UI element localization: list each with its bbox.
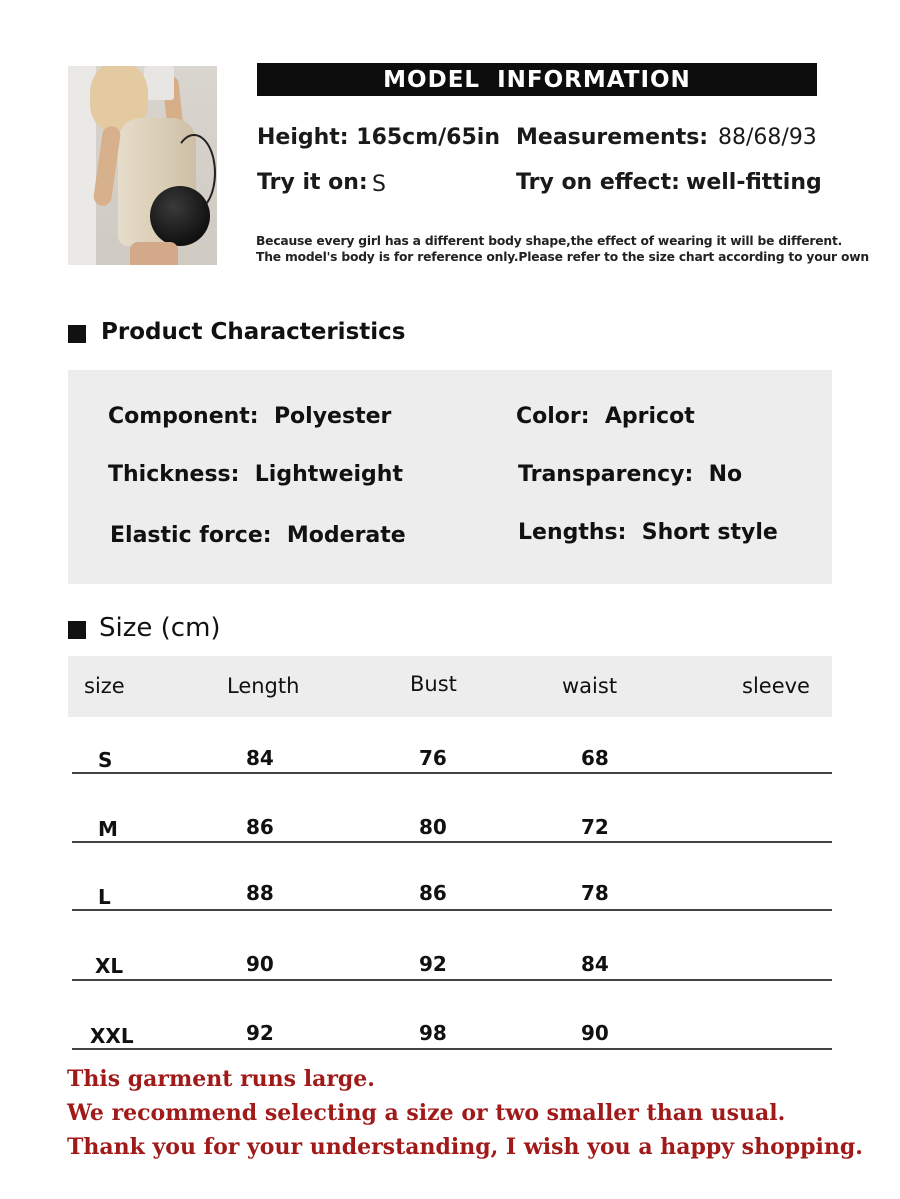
table-cell-waist: 72: [581, 815, 609, 839]
header-length: Length: [227, 674, 300, 698]
model-information-header: MODEL INFORMATION: [257, 63, 817, 96]
fit-note-line-1: Because every girl has a different body shape,the effect of wearing it will be different.: [256, 234, 843, 248]
table-cell-waist: 84: [581, 952, 609, 976]
notice-line-3: Thank you for your understanding, I wish you a happy shopping.: [67, 1134, 863, 1160]
table-cell-bust: 86: [419, 881, 447, 905]
notice-line-2: We recommend selecting a size or two smaller than usual.: [67, 1100, 786, 1126]
try-on-label: Try it on:: [257, 170, 368, 195]
table-cell-length: 86: [246, 815, 274, 839]
characteristic-component: Component: Polyester: [108, 404, 392, 429]
header-bust: Bust: [410, 672, 457, 696]
table-row-divider: [72, 841, 832, 843]
product-characteristics-title: Product Characteristics: [101, 319, 406, 345]
table-cell-size: L: [98, 885, 111, 909]
table-cell-bust: 80: [419, 815, 447, 839]
table-row-divider: [72, 979, 832, 981]
header-sleeve: sleeve: [742, 674, 810, 698]
header-waist: waist: [562, 674, 618, 698]
table-cell-waist: 90: [581, 1021, 609, 1045]
try-on-effect-label: Try on effect:: [516, 170, 680, 195]
model-height: Height: 165cm/65in: [257, 125, 500, 150]
table-cell-length: 88: [246, 881, 274, 905]
characteristic-lengths: Lengths: Short style: [518, 520, 778, 545]
table-cell-length: 84: [246, 746, 274, 770]
try-on-effect-value: well-fitting: [686, 170, 822, 195]
table-cell-waist: 68: [581, 746, 609, 770]
notice-line-1: This garment runs large.: [67, 1066, 375, 1092]
table-row-divider: [72, 909, 832, 911]
bullet-square-icon: [68, 325, 86, 343]
characteristic-color: Color: Apricot: [516, 404, 695, 429]
bullet-square-icon: [68, 621, 86, 639]
table-cell-bust: 92: [419, 952, 447, 976]
characteristic-thickness: Thickness: Lightweight: [108, 462, 403, 487]
table-cell-size: XL: [95, 954, 124, 978]
fit-note-line-2: The model's body is for reference only.Please refer to the size chart according to your own: [256, 250, 869, 264]
characteristic-transparency: Transparency: No: [518, 462, 743, 487]
characteristic-elastic-force: Elastic force: Moderate: [110, 523, 406, 548]
measurements-value: 88/68/93: [718, 125, 817, 150]
table-row-divider: [72, 1048, 832, 1050]
table-cell-waist: 78: [581, 881, 609, 905]
try-on-value: S: [372, 172, 386, 197]
header-size: size: [84, 674, 125, 698]
model-photo: [68, 66, 217, 265]
table-cell-size: XXL: [90, 1024, 134, 1048]
table-cell-length: 92: [246, 1021, 274, 1045]
table-cell-bust: 76: [419, 746, 447, 770]
table-cell-size: M: [98, 817, 118, 841]
table-cell-size: S: [98, 748, 113, 772]
table-row-divider: [72, 772, 832, 774]
table-cell-length: 90: [246, 952, 274, 976]
size-table-title: Size (cm): [99, 613, 221, 643]
table-cell-bust: 98: [419, 1021, 447, 1045]
measurements-label: Measurements:: [516, 125, 709, 150]
